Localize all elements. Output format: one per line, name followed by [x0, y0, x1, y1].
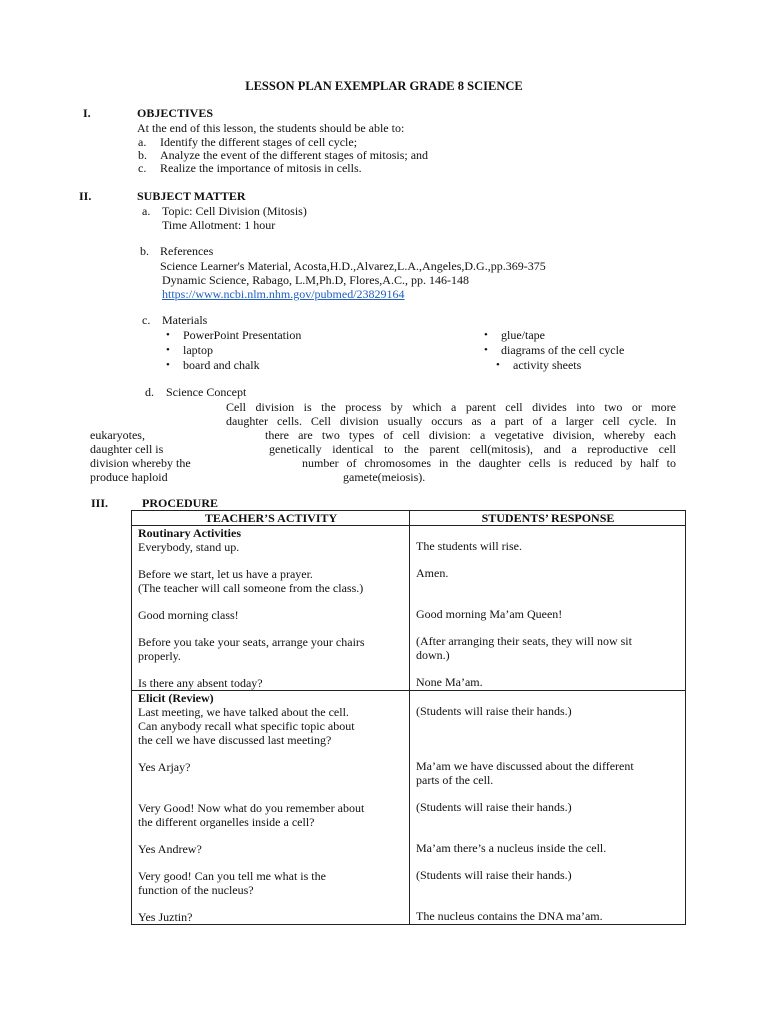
subject-matter-heading: SUBJECT MATTER [137, 189, 246, 203]
teacher-line: the cell we have discussed last meeting? [138, 733, 332, 747]
student-line: Ma’am we have discussed about the different [416, 759, 634, 773]
objective-text-a: Identify the different stages of cell cycle; [160, 135, 358, 149]
objective-letter-b: b. [138, 148, 147, 162]
procedure-numeral: III. [91, 496, 109, 510]
teacher-line: Very Good! Now what do you remember about [138, 801, 365, 815]
document-title: LESSON PLAN EXEMPLAR GRADE 8 SCIENCE [245, 79, 523, 93]
teacher-line: Before you take your seats, arrange your chairs [138, 635, 365, 649]
teacher-line: (The teacher will call someone from the class.) [138, 581, 364, 595]
procedure-table [131, 510, 686, 925]
student-line: Good morning Ma’am Queen! [416, 607, 563, 621]
teacher-line: function of the nucleus? [138, 883, 254, 897]
teacher-line: Everybody, stand up. [138, 540, 240, 554]
teacher-line: Yes Arjay? [138, 760, 191, 774]
objective-letter-c: c. [138, 161, 147, 175]
teacher-cell [132, 691, 410, 925]
teacher-cell [132, 526, 410, 691]
student-line: (After arranging their seats, they will now sit [416, 634, 632, 648]
subject-matter-numeral: II. [79, 189, 92, 203]
student-cell [410, 526, 686, 691]
objectives-intro: At the end of this lesson, the students should be able to: [137, 121, 405, 135]
student-line: parts of the cell. [416, 773, 494, 787]
reference-1: Science Learner's Material, Acosta,H.D.,Alvarez,L.A.,Angeles,D.G.,pp.369-375 [160, 259, 546, 273]
teacher-line: Is there any absent today? [138, 676, 263, 690]
concept-label: Science Concept [166, 385, 247, 399]
concept-line: Cell division is the process by which a parent cell divides into two or more [226, 400, 676, 414]
concept-wrap-right: gamete(meiosis). [343, 470, 426, 484]
teacher-line: Yes Juztin? [138, 910, 193, 924]
student-line: The nucleus contains the DNA ma’am. [416, 909, 603, 923]
procedure-heading: PROCEDURE [142, 496, 219, 510]
references-label: References [160, 244, 214, 258]
student-cell [410, 691, 686, 925]
material-item: • activity sheets [513, 358, 581, 372]
teacher-line: Yes Andrew? [138, 842, 202, 856]
student-line: Ma’am there’s a nucleus inside the cell. [416, 841, 607, 855]
table-header-row [132, 511, 686, 526]
concept-wrap-left: daughter cell is [90, 442, 164, 456]
teacher-line: Very good! Can you tell me what is the [138, 869, 326, 883]
concept-wrap-left: produce haploid [90, 470, 168, 484]
student-line: (Students will raise their hands.) [416, 868, 572, 882]
student-line: Amen. [416, 566, 449, 580]
concept-line: daughter cells. Cell division usually occurs as a part of a larger cell cycle. In [226, 414, 676, 428]
material-item: • board and chalk [183, 358, 260, 372]
teacher-line: Last meeting, we have talked about the cell. [138, 705, 349, 719]
concept-wrap-right: genetically identical to the parent cell(mitosis), and a reproductive cell [269, 442, 676, 456]
section-heading-routinary: Routinary Activities [138, 526, 241, 540]
material-item: • diagrams of the cell cycle [501, 343, 624, 357]
time-allotment: Time Allotment: 1 hour [162, 218, 276, 232]
student-line: (Students will raise their hands.) [416, 704, 572, 718]
table-row [132, 526, 686, 691]
concept-wrap-right: there are two types of cell division: a vegetative division, whereby each [265, 428, 676, 442]
topic-text: Topic: Cell Division (Mitosis) [162, 204, 307, 218]
teacher-line: the different organelles inside a cell? [138, 815, 315, 829]
objectives-heading: OBJECTIVES [137, 106, 214, 120]
concept-letter: d. [145, 385, 154, 399]
teacher-line: properly. [138, 649, 181, 663]
teacher-column-header: TEACHER’S ACTIVITY [132, 511, 410, 526]
objectives-numeral: I. [83, 106, 91, 120]
objective-letter-a: a. [138, 135, 147, 149]
student-line: (Students will raise their hands.) [416, 800, 572, 814]
material-item: • laptop [183, 343, 213, 357]
table-row [132, 691, 686, 925]
objective-text-b: Analyze the event of the different stages of mitosis; and [160, 148, 429, 162]
student-line: down.) [416, 648, 450, 662]
objective-text-c: Realize the importance of mitosis in cells. [160, 161, 362, 175]
student-line: The students will rise. [416, 539, 522, 553]
section-heading-elicit: Elicit (Review) [138, 691, 214, 705]
material-item: • glue/tape [501, 328, 545, 342]
references-letter: b. [140, 244, 149, 258]
concept-wrap-right: number of chromosomes in the daughter cells is reduced by half to [302, 456, 676, 470]
reference-link[interactable]: https://www.ncbi.nlm.nhm.gov/pubmed/23829164 [162, 287, 405, 301]
materials-label: Materials [162, 313, 208, 327]
reference-2: Dynamic Science, Rabago, L.M,Ph.D, Flores,A.C., pp. 146-148 [162, 273, 469, 287]
material-item: • PowerPoint Presentation [183, 328, 301, 342]
concept-wrap-left: division whereby the [90, 456, 191, 470]
topic-letter: a. [142, 204, 151, 218]
materials-letter: c. [142, 313, 151, 327]
students-column-header: STUDENTS’ RESPONSE [410, 511, 686, 526]
teacher-line: Good morning class! [138, 608, 239, 622]
student-line: None Ma’am. [416, 675, 483, 689]
teacher-line: Before we start, let us have a prayer. [138, 567, 313, 581]
teacher-line: Can anybody recall what specific topic about [138, 719, 355, 733]
concept-wrap-left: eukaryotes, [90, 428, 145, 442]
